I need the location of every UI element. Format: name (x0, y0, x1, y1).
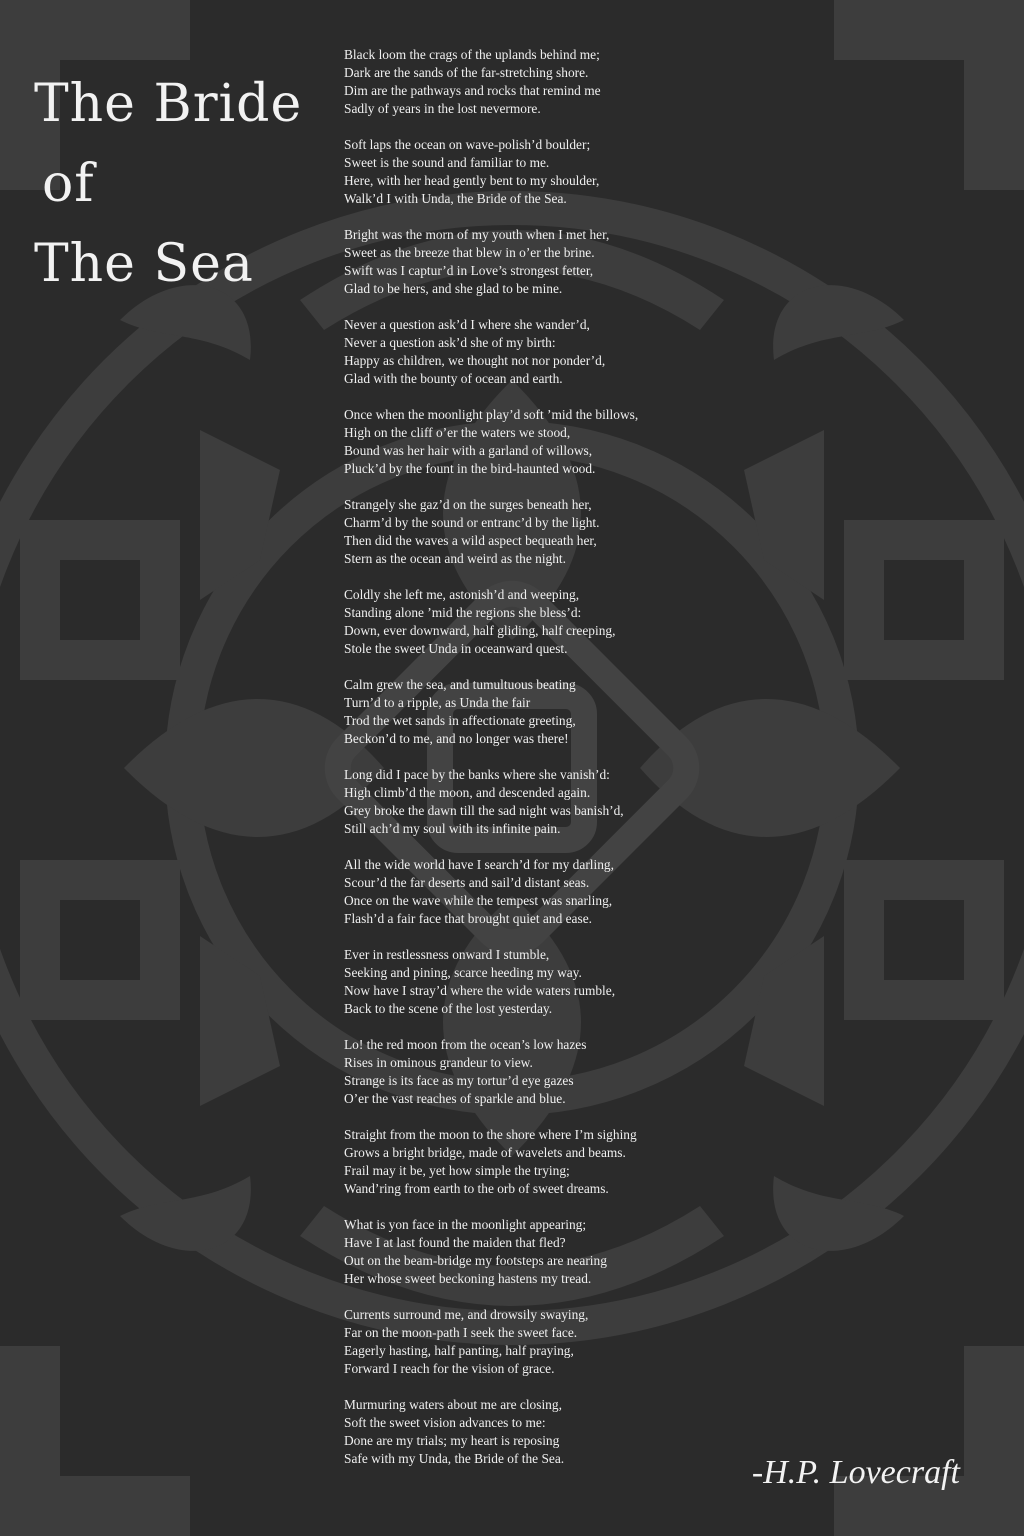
verse-line: Strange is its face as my tortur’d eye gazes (344, 1073, 574, 1088)
verse-line: Still ach’d my soul with its infinite pain. (344, 821, 561, 836)
verse-line: Strangely she gaz’d on the surges beneath her, (344, 497, 592, 512)
stanza (344, 586, 744, 658)
verse-line: Safe with my Unda, the Bride of the Sea. (344, 1451, 565, 1466)
verse-line: Never a question ask’d she of my birth: (344, 335, 556, 350)
stanza (344, 1126, 744, 1198)
verse-line: Never a question ask’d I where she wander’d, (344, 317, 590, 332)
verse-line: Lo! the red moon from the ocean’s low hazes (344, 1037, 587, 1052)
verse-line: Here, with her head gently bent to my shoulder, (344, 173, 600, 188)
verse-line: Happy as children, we thought not nor ponder’d, (344, 353, 606, 368)
verse-line: Then did the waves a wild aspect bequeath her, (344, 533, 597, 548)
verse-line: Eagerly hasting, half panting, half praying, (344, 1343, 574, 1358)
verse-line: Calm grew the sea, and tumultuous beating (344, 677, 576, 692)
verse-line: Done are my trials; my heart is reposing (344, 1433, 560, 1448)
verse-line: Wand’ring from earth to the orb of sweet dreams. (344, 1181, 609, 1196)
author-signature: -H.P. Lovecraft (751, 1454, 960, 1491)
verse-line: Stern as the ocean and weird as the night. (344, 551, 566, 566)
verse-line: Trod the wet sands in affectionate greeting, (344, 713, 576, 728)
verse-line: Flash’d a fair face that brought quiet and ease. (344, 911, 593, 926)
verse-line: Black loom the crags of the uplands behind me; (344, 47, 600, 62)
poem-title (34, 64, 334, 304)
verse-line: Walk’d I with Unda, the Bride of the Sea. (344, 191, 567, 206)
verse-line: Bright was the morn of my youth when I met her, (344, 227, 610, 242)
title-line-3: The Sea (34, 234, 254, 294)
verse-line: Have I at last found the maiden that fled? (344, 1235, 566, 1250)
verse-line: Ever in restlessness onward I stumble, (344, 947, 550, 962)
verse-line: Long did I pace by the banks where she vanish’d: (344, 767, 610, 782)
verse-line: Charm’d by the sound or entranc’d by the light. (344, 515, 600, 530)
stanza (344, 676, 744, 748)
verse-line: Once on the wave while the tempest was snarling, (344, 893, 613, 908)
verse-line: Stole the sweet Unda in oceanward quest. (344, 641, 568, 656)
verse-line: O’er the vast reaches of sparkle and blue. (344, 1091, 566, 1106)
stanza (344, 46, 744, 118)
verse-line: Turn’d to a ripple, as Unda the fair (344, 695, 531, 710)
stanza (344, 226, 744, 298)
verse-line: Swift was I captur’d in Love’s strongest fetter, (344, 263, 594, 278)
stanza (344, 946, 744, 1018)
verse-line: Once when the moonlight play’d soft ’mid the billows, (344, 407, 639, 422)
poem-body (344, 46, 744, 1486)
verse-line: Her whose sweet beckoning hastens my tread. (344, 1271, 592, 1286)
stanza (344, 1216, 744, 1288)
verse-line: Currents surround me, and drowsily swaying, (344, 1307, 589, 1322)
stanza (344, 496, 744, 568)
stanza (344, 1396, 744, 1468)
verse-line: Now have I stray’d where the wide waters rumble, (344, 983, 616, 998)
verse-line: Far on the moon-path I seek the sweet face. (344, 1325, 578, 1340)
verse-line: All the wide world have I search’d for my darling, (344, 857, 614, 872)
stanza (344, 1306, 744, 1378)
verse-line: What is yon face in the moonlight appearing; (344, 1217, 587, 1232)
stanza (344, 316, 744, 388)
verse-line: Dark are the sands of the far-stretching shore. (344, 65, 589, 80)
verse-line: Out on the beam-bridge my footsteps are nearing (344, 1253, 607, 1268)
verse-line: Murmuring waters about me are closing, (344, 1397, 562, 1412)
verse-line: Rises in ominous grandeur to view. (344, 1055, 533, 1070)
stanza (344, 1036, 744, 1108)
verse-line: Forward I reach for the vision of grace. (344, 1361, 555, 1376)
verse-line: Beckon’d to me, and no longer was there! (344, 731, 569, 746)
verse-line: Frail may it be, yet how simple the trying; (344, 1163, 570, 1178)
verse-line: Down, ever downward, half gliding, half creeping, (344, 623, 616, 638)
verse-line: Dim are the pathways and rocks that remind me (344, 83, 601, 98)
stanza (344, 406, 744, 478)
verse-line: Back to the scene of the lost yesterday. (344, 1001, 553, 1016)
stanza (344, 766, 744, 838)
stanza (344, 856, 744, 928)
title-line-1: The Bride (34, 74, 303, 134)
verse-line: Sweet as the breeze that blew in o’er the brine. (344, 245, 595, 260)
verse-line: Coldly she left me, astonish’d and weeping, (344, 587, 580, 602)
verse-line: Glad to be hers, and she glad to be mine. (344, 281, 563, 296)
verse-line: Straight from the moon to the shore where I’m sighing (344, 1127, 637, 1142)
verse-line: Soft the sweet vision advances to me: (344, 1415, 546, 1430)
title-line-2: of (42, 154, 95, 214)
verse-line: Grey broke the dawn till the sad night was banish’d, (344, 803, 624, 818)
verse-line: Sweet is the sound and familiar to me. (344, 155, 550, 170)
verse-line: Glad with the bounty of ocean and earth. (344, 371, 563, 386)
verse-line: High climb’d the moon, and descended again. (344, 785, 591, 800)
verse-line: Grows a bright bridge, made of wavelets and beams. (344, 1145, 626, 1160)
verse-line: Standing alone ’mid the regions she bless’d: (344, 605, 582, 620)
verse-line: Soft laps the ocean on wave-polish’d boulder; (344, 137, 591, 152)
verse-line: Sadly of years in the lost nevermore. (344, 101, 541, 116)
verse-line: Seeking and pining, scarce heeding my way. (344, 965, 582, 980)
verse-line: High on the cliff o’er the waters we stood, (344, 425, 571, 440)
stanza (344, 136, 744, 208)
verse-line: Pluck’d by the fount in the bird-haunted wood. (344, 461, 596, 476)
verse-line: Bound was her hair with a garland of willows, (344, 443, 593, 458)
verse-line: Scour’d the far deserts and sail’d distant seas. (344, 875, 590, 890)
